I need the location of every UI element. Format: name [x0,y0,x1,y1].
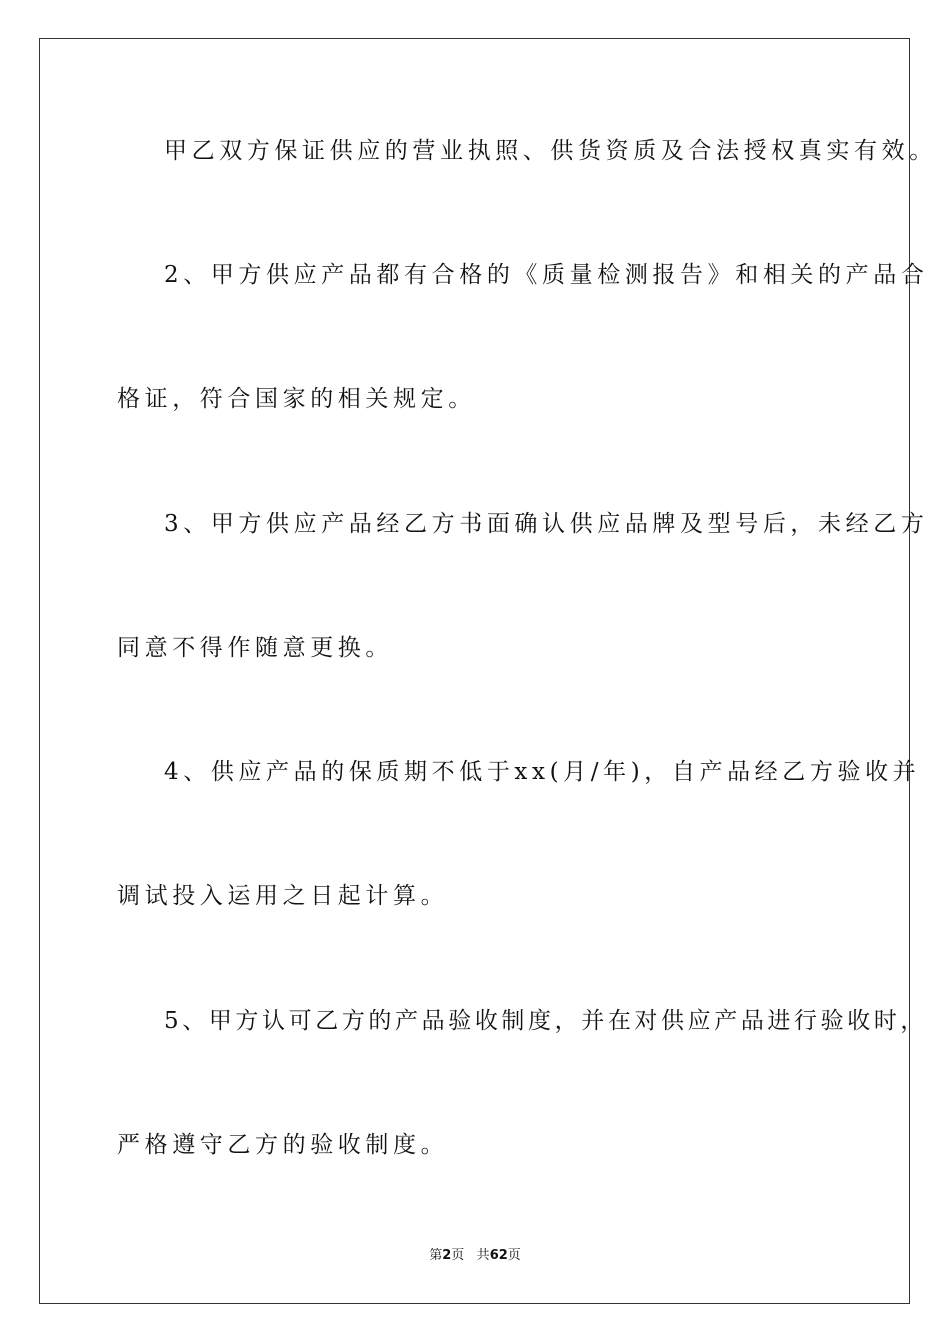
footer-page-number: 2 [442,1248,452,1263]
paragraph-line-1: 甲乙双方保证供应的营业执照、供货资质及合法授权真实有效。 [164,138,937,164]
page-border [39,38,910,1304]
footer-page-unit: 页 [451,1248,465,1263]
footer-page-prefix: 第 [429,1248,443,1263]
paragraph-line-6: 4、供应产品的保质期不低于xx(月/年)，自产品经乙方验收并 [164,759,921,785]
footer-total-unit: 页 [507,1248,521,1263]
paragraph-line-4: 3、甲方供应产品经乙方书面确认供应品牌及型号后，未经乙方 [164,511,929,537]
paragraph-line-3: 格证，符合国家的相关规定。 [117,386,476,412]
paragraph-line-2: 2、甲方供应产品都有合格的《质量检测报告》和相关的产品合 [164,262,929,288]
paragraph-line-8: 5、甲方认可乙方的产品验收制度，并在对供应产品进行验收时， [164,1008,928,1034]
footer-total-pages: 62 [489,1248,508,1263]
page-footer [0,1247,950,1265]
paragraph-line-7: 调试投入运用之日起计算。 [117,883,449,909]
paragraph-line-9: 严格遵守乙方的验收制度。 [117,1132,449,1158]
footer-total-prefix: 共 [476,1248,490,1263]
paragraph-line-5: 同意不得作随意更换。 [117,635,393,661]
